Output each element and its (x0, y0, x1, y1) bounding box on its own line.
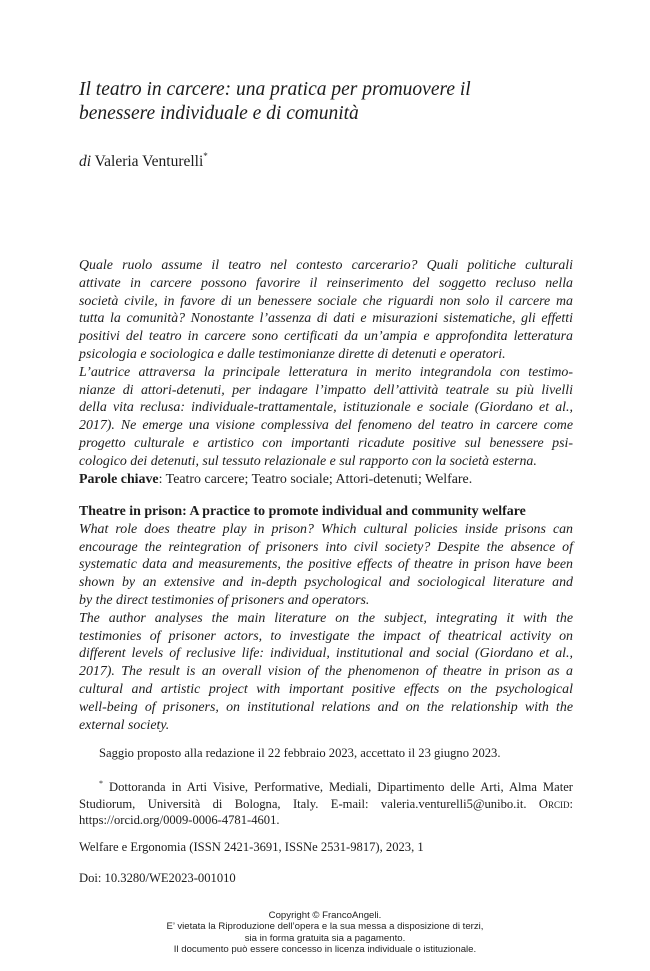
article-title (79, 78, 579, 126)
abstract-line: 2017). The result is an overall vision of the phenomenon of theatre in prison as a (79, 664, 573, 680)
copyright-line: Il documento può essere concesso in licenza individuale o istituzionale. (173, 944, 477, 956)
abstract-line: psicologia e sociologica e dalle testimonianze dirette di detenuti e operatori. (79, 346, 506, 362)
copyright-notice (0, 910, 650, 956)
copyright-line: sia in forma gratuita sia a pagamento. (244, 932, 406, 944)
author-footnote (79, 776, 573, 829)
abstract-italian (79, 257, 573, 471)
abstract-line: encourage the reintegration of prisoners into civil society? Despite the absence of (79, 539, 573, 555)
abstract-line: della vita reclusa: individuale-trattamentale, istituzionale e sociale (Giordano et al., (79, 400, 573, 416)
abstract-line: systematic data and measurements, the positive effects of theatre in prison have been (79, 557, 573, 573)
footnote-line (79, 796, 573, 813)
abstract-line: progetto culturale e artistico con importanti ricadute positive sul benessere psi- (79, 435, 573, 451)
submission-note: Saggio proposto alla redazione il 22 febbraio 2023, accettato il 23 giugno 2023. (99, 746, 501, 760)
abstract-line: tutta la comunità? Nonostante l’assenza di dati e misurazioni sistematiche, gli effetti (79, 311, 573, 327)
article-title-line: benessere individuale e di comunità (79, 103, 359, 124)
author-byline (79, 146, 208, 172)
footnote-affiliation: Dottoranda in Arti Visive, Performative, Mediali, Dipartimento delle Arti, Alma Mater (103, 780, 573, 794)
author-prefix: di (79, 153, 92, 170)
abstract-line: testimonies of prisoner actors, to investigate the impact of theatrical activity on (79, 628, 573, 644)
abstract-line: well-being of prisoners, on institutional relations and on the relationship with the (79, 699, 573, 715)
abstract-line: società civile, in favore di un benessere sociale che riguardi non solo il carcere ma (79, 293, 573, 309)
article-title-line: Il teatro in carcere: una pratica per promuovere il (79, 79, 471, 100)
abstract-line: different levels of reclusive life: individual, institutional and social (Giordano et al., (79, 646, 573, 662)
abstract-line: nianze di attori-detenuti, per indagare l’impatto dell’attività teatrale su più livelli (79, 382, 573, 398)
author-footnote-marker: * (203, 151, 208, 161)
abstract-line: 2017). Ne emerge una visione complessiva del fenomeno del teatro in carcere come (79, 418, 573, 434)
keywords-label: Parole chiave (79, 472, 159, 487)
abstract-line: attivate in carcere possono favorire il reinserimento del soggetto recluso nella (79, 275, 573, 291)
abstract-line: shown by an extensive and in-depth psychological and sociological literature and (79, 575, 573, 591)
journal-info: Welfare e Ergonomia (ISSN 2421-3691, ISSNe 2531-9817), 2023, 1 (79, 840, 424, 854)
copyright-line: Copyright © FrancoAngeli. (268, 910, 382, 921)
abstract-line: by the direct testimonies of prisoners and operators. (79, 592, 370, 608)
orcid-url[interactable]: https://orcid.org/0009-0006-4781-4601. (79, 813, 280, 827)
copyright-line: E’ vietata la Riproduzione dell’opera e la sua messa a disposizione di terzi, (166, 921, 484, 933)
abstract-line: The author analyses the main literature on the subject, integrating it with the (79, 610, 573, 626)
keywords-list: : Teatro carcere; Teatro sociale; Attori-detenuti; Welfare. (158, 472, 473, 487)
abstract-line: What role does theatre play in prison? Which cultural policies inside prisons can (79, 521, 573, 537)
footnote-marker: * (99, 779, 103, 788)
abstract-line: external society. (79, 717, 170, 733)
abstract-line: L’autrice attraversa la principale letteratura in merito integrandola con testimo- (79, 364, 573, 380)
english-title: Theatre in prison: A practice to promote individual and community welfare (79, 504, 526, 519)
abstract-line: positivi del teatro in carcere sono certificati da un’ampia e approfondita letteratura (79, 329, 573, 345)
keywords (79, 471, 573, 489)
footnote-line (79, 776, 573, 796)
doi: Doi: 10.3280/WE2023-001010 (79, 871, 236, 885)
abstract-line: Quale ruolo assume il teatro nel contesto carcerario? Quali politiche culturali (79, 258, 573, 273)
abstract-english (79, 503, 573, 734)
orcid-label: Orcid (538, 796, 570, 811)
footnote-email: Studiorum, Università di Bologna, Italy. E-mail: valeria.venturelli5@unibo.it. (79, 796, 527, 811)
abstract-line: cologico dei detenuti, sul tessuto relazionale e sul rapporto con la società esterna. (79, 453, 537, 469)
abstract-line: cultural and artistic project with important positive effects on the psychological (79, 681, 573, 697)
author-name: Valeria Venturelli (94, 153, 204, 170)
orcid-colon: : (569, 796, 573, 811)
